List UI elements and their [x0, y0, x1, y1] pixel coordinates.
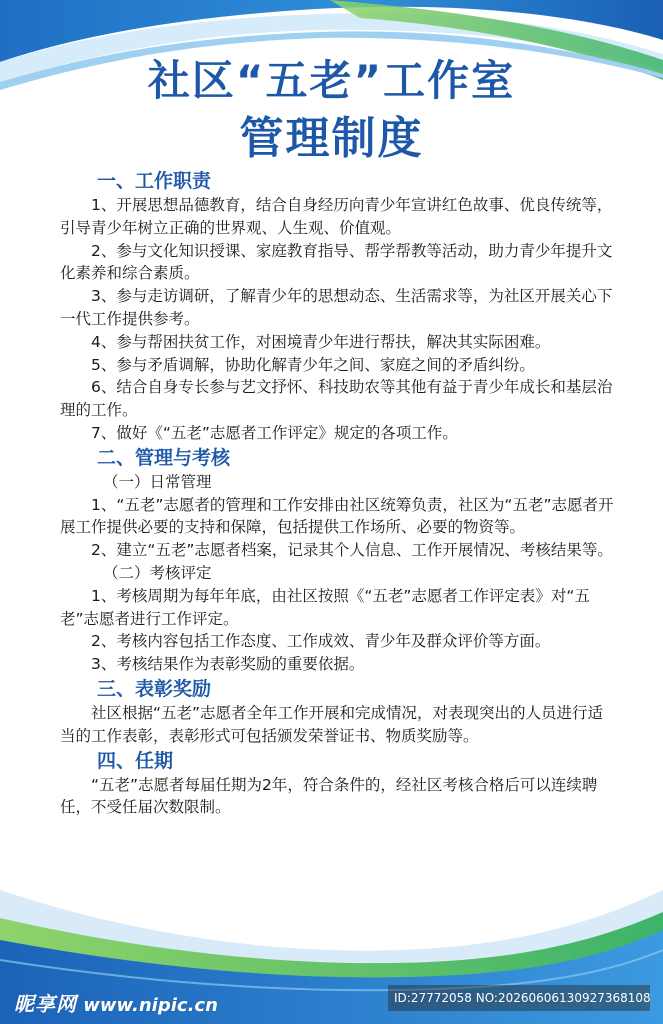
section-heading: 四、任期 — [97, 749, 174, 772]
section-heading: 二、管理与考核 — [97, 446, 231, 469]
paragraph: 2、参与文化知识授课、家庭教育指导、帮学帮教等活动，助力青少年提升文化素养和综合素质。 — [60, 241, 613, 283]
section-heading: 三、表彰奖励 — [97, 677, 212, 700]
paragraph: 3、考核结果作为表彰奖励的重要依据。 — [91, 655, 365, 674]
paragraph: 3、参与走访调研，了解青少年的思想动态、生活需求等，为社区开展关心下一代工作提供参考。 — [60, 287, 613, 328]
watermark-logo — [14, 988, 218, 1017]
section-heading: 一、工作职责 — [97, 170, 212, 192]
paragraph: 7、做好《“五老”志愿者工作评定》规定的各项工作。 — [91, 423, 458, 442]
paragraph: 1、考核周期为每年年底，由社区按照《“五老”志愿者工作评定表》对“五老”志愿者进行工作评定。 — [60, 586, 590, 628]
subsection-heading: （二）考核评定 — [103, 563, 212, 582]
paragraph: 4、参与帮困扶贫工作，对困境青少年进行帮扶，解决其实际困难。 — [91, 332, 551, 351]
document-body — [60, 168, 615, 819]
watermark-url: www.nipic.cn — [83, 995, 218, 1016]
paragraph: 6、结合自身专长参与艺文抒怀、科技助农等其他有益于青少年成长和基层治理的工作。 — [60, 378, 613, 420]
paragraph: 社区根据“五老”志愿者全年工作开展和完成情况，对表现突出的人员进行适当的工作表彰，表彰形式可包括颁发荣誉证书、物质奖励等。 — [60, 703, 604, 745]
paragraph: 1、开展思想品德教育，结合自身经历向青少年宣讲红色故事、优良传统等，引导青少年树立正确的世界观、人生观、价值观。 — [60, 196, 613, 237]
watermark-id: ID:27772058 NO:20260606130927368108 — [388, 985, 650, 1011]
paragraph: “五老”志愿者每届任期为2年，符合条件的，经社区考核合格后可以连续聘任，不受任届次数限制。 — [60, 775, 598, 817]
page-subtitle: 管理制度 — [239, 113, 424, 164]
paragraph: 1、“五老”志愿者的管理和工作安排由社区统筹负责，社区为“五老”志愿者开展工作提供必要的支持和保障，包括提供工作场所、必要的物资等。 — [60, 495, 614, 537]
page-title: 社区“五老”工作室 — [147, 56, 516, 105]
subsection-heading: （一）日常管理 — [103, 472, 212, 491]
paragraph: 5、参与矛盾调解，协助化解青少年之间、家庭之间的矛盾纠纷。 — [91, 355, 535, 374]
paragraph: 2、建立“五老”志愿者档案，记录其个人信息、工作开展情况、考核结果等。 — [91, 541, 613, 560]
paragraph: 2、考核内容包括工作态度、工作成效、青少年及群众评价等方面。 — [91, 632, 551, 651]
watermark-brand: 昵享网 — [14, 992, 77, 1016]
